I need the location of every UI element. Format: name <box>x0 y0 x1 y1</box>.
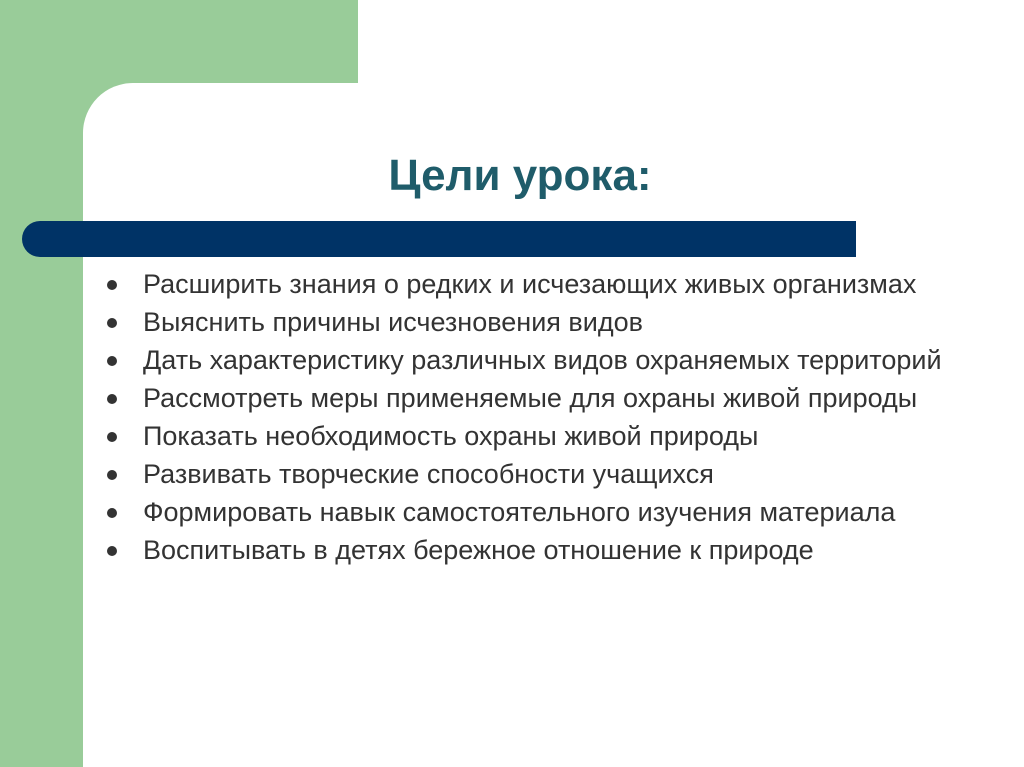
list-item <box>100 268 1000 300</box>
bullet-dot-icon <box>107 356 117 366</box>
bullet-dot-icon <box>107 470 117 480</box>
goal-text: Развивать творческие способности учащихся <box>143 459 714 489</box>
goal-text: Дать характеристику различных видов охраняемых территорий <box>143 345 942 375</box>
list-item <box>100 534 1000 566</box>
bullet-dot-icon <box>107 432 117 442</box>
bullet-dot-icon <box>107 280 117 290</box>
list-item <box>100 420 1000 452</box>
goal-text: Рассмотреть меры применяемые для охраны живой природы <box>143 383 918 413</box>
list-item <box>100 306 1000 338</box>
goal-text: Формировать навык самостоятельного изучения материала <box>143 497 896 527</box>
goals-list <box>100 268 1000 572</box>
list-item <box>100 382 1000 414</box>
goal-text: Выяснить причины исчезновения видов <box>143 307 643 337</box>
list-item <box>100 458 1000 490</box>
title-underline-bar <box>22 221 856 257</box>
bullet-dot-icon <box>107 508 117 518</box>
goal-text: Показать необходимость охраны живой природы <box>143 421 759 451</box>
goal-text: Расширить знания о редких и исчезающих живых организмах <box>143 269 917 299</box>
goal-text: Воспитывать в детях бережное отношение к природе <box>143 535 814 565</box>
bullet-dot-icon <box>107 318 117 328</box>
list-item <box>100 496 1000 528</box>
slide-title: Цели урока: <box>388 151 652 200</box>
list-item <box>100 344 1000 376</box>
bullet-dot-icon <box>107 394 117 404</box>
bullet-dot-icon <box>107 546 117 556</box>
